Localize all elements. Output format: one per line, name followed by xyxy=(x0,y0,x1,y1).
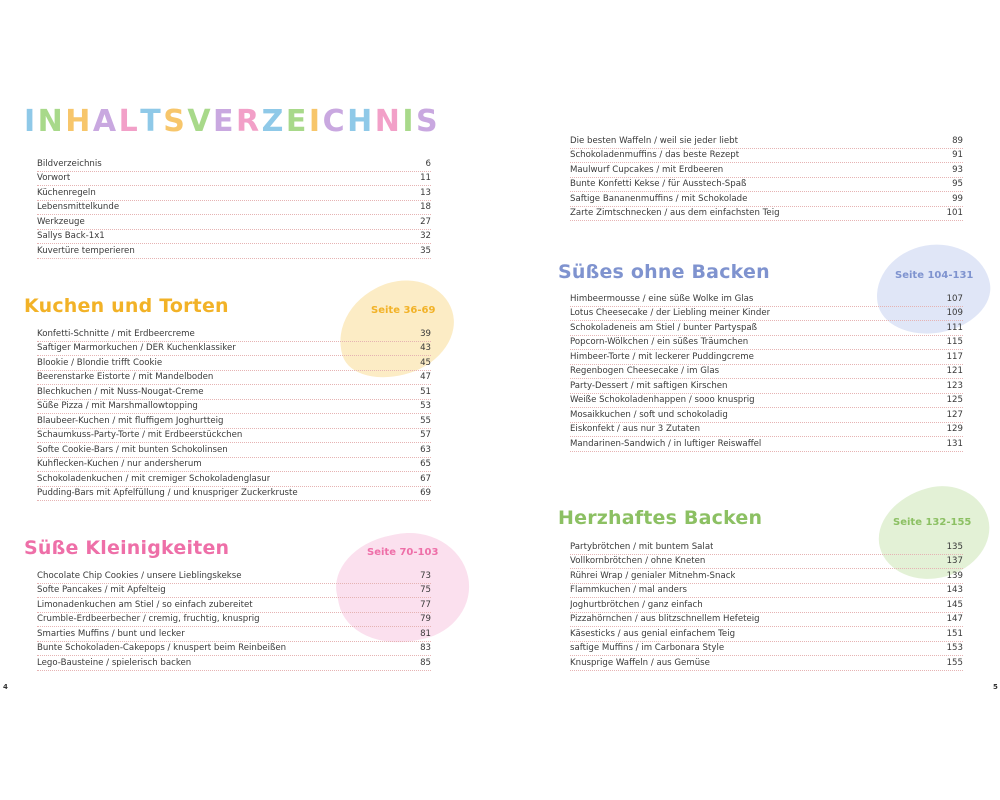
toc-entry-title: Softe Cookie-Bars / mit bunten Schokolinsen xyxy=(37,444,228,455)
toc-entry-page: 27 xyxy=(420,216,431,227)
toc-entry-page: 151 xyxy=(946,628,963,639)
toc-entry-title: Die besten Waffeln / weil sie jeder liebt xyxy=(570,135,738,146)
toc-entry-title: Weiße Schokoladenhappen / sooo knusprig xyxy=(570,395,755,405)
toc-entry-page: 91 xyxy=(952,150,963,160)
toc-entry-title: Lego-Bausteine / spielerisch backen xyxy=(37,657,192,668)
toc-entry xyxy=(570,627,963,642)
toc-entry xyxy=(570,423,963,438)
toc-entry-title: Süße Pizza / mit Marshmallowtopping xyxy=(37,401,198,411)
toc-entry xyxy=(37,627,431,642)
toc-entry-title: Bunte Konfetti Kekse / für Ausstech-Spaß xyxy=(570,179,747,189)
toc-entry-page: 125 xyxy=(946,395,963,405)
toc-entry-title: Blookie / Blondie trifft Cookie xyxy=(37,357,163,368)
toc-entry xyxy=(37,201,431,216)
toc-entry xyxy=(570,408,963,423)
toc-entry-title: Himbeer-Torte / mit leckerer Puddingcreme xyxy=(570,351,754,362)
toc-entry xyxy=(570,555,963,570)
toc-entry-page: 47 xyxy=(420,372,431,382)
toc-entry-title: Pudding-Bars mit Apfelfüllung / und knuspriger Zuckerkruste xyxy=(37,488,298,498)
section-title-kuchen: Kuchen und Torten xyxy=(24,295,229,317)
toc-entry-page: 147 xyxy=(946,614,963,624)
toc-entry-title: Partybrötchen / mit buntem Salat xyxy=(570,541,714,552)
toc-entry xyxy=(37,172,431,187)
toc-entry-page: 155 xyxy=(946,657,963,668)
title-letter: N xyxy=(374,104,403,139)
toc-entry-title: Bildverzeichnis xyxy=(37,158,102,169)
toc-entry-title: Werkzeuge xyxy=(37,216,85,227)
toc-entry-page: 35 xyxy=(420,245,431,256)
toc-entry-title: Chocolate Chip Cookies / unsere Lieblingskekse xyxy=(37,570,242,581)
toc-entry-page: 135 xyxy=(946,541,963,552)
toc-entry-page: 6 xyxy=(425,158,431,169)
toc-entry-title: Schaumkuss-Party-Torte / mit Erdbeerstückchen xyxy=(37,430,243,440)
toc-entry xyxy=(570,642,963,657)
toc-entry xyxy=(37,443,431,458)
toc-entry-title: Vorwort xyxy=(37,173,71,183)
toc-entry-title: Kuvertüre temperieren xyxy=(37,245,135,256)
toc-entry-title: Lotus Cheesecake / der Liebling meiner Kinder xyxy=(570,308,771,318)
toc-entry-title: Limonadenkuchen am Stiel / so einfach zubereitet xyxy=(37,599,253,610)
toc-entry-title: Zarte Zimtschnecken / aus dem einfachsten Teig xyxy=(570,208,780,218)
toc-entry-page: 45 xyxy=(420,357,431,368)
toc-entry-title: Mosaikkuchen / soft und schokoladig xyxy=(570,409,728,420)
toc-entry-page: 51 xyxy=(420,386,431,397)
toc-entry-page: 107 xyxy=(946,293,963,304)
toc-entry-page: 43 xyxy=(420,343,431,353)
title-letter: T xyxy=(140,104,164,139)
toc-entry-page: 77 xyxy=(420,599,431,610)
toc-entry-page: 79 xyxy=(420,614,431,624)
title-letter: E xyxy=(213,104,237,139)
toc-entry xyxy=(37,157,431,172)
toc-entry-page: 75 xyxy=(420,585,431,595)
page-title xyxy=(24,104,440,139)
toc-entry-page: 143 xyxy=(946,585,963,595)
toc-entry-title: Softe Pancakes / mit Apfelteig xyxy=(37,585,166,595)
toc-entry-title: Schokoladenkuchen / mit cremiger Schokoladenglasur xyxy=(37,473,271,484)
intro-list xyxy=(37,157,431,259)
toc-entry-title: Crumble-Erdbeerbecher / cremig, fruchtig, knusprig xyxy=(37,614,260,624)
toc-entry-title: Saftige Bananenmuffins / mit Schokolade xyxy=(570,193,748,204)
toc-entry xyxy=(37,327,431,342)
page-number-left: 4 xyxy=(3,683,8,691)
toc-entry-title: Schokoladeneis am Stiel / bunter Partyspaß xyxy=(570,322,758,333)
toc-entry xyxy=(37,613,431,628)
section-range-ohne-backen: Seite 104-131 xyxy=(895,270,974,281)
toc-entry-page: 139 xyxy=(946,570,963,581)
toc-entry-title: Beerenstarke Eistorte / mit Mandelboden xyxy=(37,372,214,382)
toc-entry-title: Küchenregeln xyxy=(37,187,96,198)
toc-entry-page: 39 xyxy=(420,328,431,339)
toc-entry xyxy=(570,379,963,394)
toc-entry-title: Popcorn-Wölkchen / ein süßes Träumchen xyxy=(570,337,749,347)
toc-entry-page: 85 xyxy=(420,657,431,668)
title-letter: S xyxy=(163,104,188,139)
toc-entry xyxy=(570,569,963,584)
toc-entry-title: Mandarinen-Sandwich / in luftiger Reiswaffel xyxy=(570,438,762,449)
toc-entry-title: Käsesticks / aus genial einfachem Teig xyxy=(570,628,736,639)
toc-entry-page: 111 xyxy=(946,322,963,333)
toc-entry-page: 53 xyxy=(420,401,431,411)
toc-entry xyxy=(570,540,963,555)
toc-entry-title: saftige Muffins / im Carbonara Style xyxy=(570,643,725,653)
toc-entry-page: 109 xyxy=(946,308,963,318)
right-page xyxy=(500,0,1000,800)
toc-entry xyxy=(37,584,431,599)
toc-entry xyxy=(570,134,963,149)
toc-entry-page: 13 xyxy=(420,187,431,198)
title-letter: S xyxy=(416,104,441,139)
title-letter: H xyxy=(347,104,375,139)
toc-entry xyxy=(570,163,963,178)
toc-entry-title: Blechkuchen / mit Nuss-Nougat-Creme xyxy=(37,386,204,397)
toc-entry-title: Pizzahörnchen / aus blitzschnellem Hefeteig xyxy=(570,614,760,624)
toc-entry xyxy=(37,215,431,230)
toc-entry xyxy=(570,656,963,671)
toc-entry-page: 11 xyxy=(420,173,431,183)
section-title-kleinigkeiten: Süße Kleinigkeiten xyxy=(24,537,230,559)
toc-entry-page: 55 xyxy=(420,415,431,426)
toc-entry-page: 137 xyxy=(946,556,963,566)
toc-entry-title: Maulwurf Cupcakes / mit Erdbeeren xyxy=(570,164,724,175)
toc-entry xyxy=(37,400,431,415)
title-letter: I xyxy=(402,104,416,139)
toc-entry-page: 127 xyxy=(946,409,963,420)
toc-entry-page: 18 xyxy=(420,202,431,212)
toc-entry-title: Party-Dessert / mit saftigen Kirschen xyxy=(570,380,728,391)
section-range-kleinigkeiten: Seite 70-103 xyxy=(367,547,439,558)
toc-entry xyxy=(570,321,963,336)
section-title-ohne-backen: Süßes ohne Backen xyxy=(558,261,770,283)
toc-entry xyxy=(37,244,431,259)
title-letter: L xyxy=(118,104,141,139)
toc-entry xyxy=(37,472,431,487)
toc-entry-page: 145 xyxy=(946,599,963,610)
section-range-kuchen: Seite 36-69 xyxy=(371,305,436,316)
toc-entry xyxy=(570,207,963,222)
toc-entry xyxy=(37,385,431,400)
toc-entry-page: 153 xyxy=(946,643,963,653)
toc-entry xyxy=(570,437,963,452)
toc-entry xyxy=(37,414,431,429)
page-number-right: 5 xyxy=(993,683,998,691)
toc-entry-title: Rührei Wrap / genialer Mitnehm-Snack xyxy=(570,570,736,581)
toc-entry-title: Lebensmittelkunde xyxy=(37,202,120,212)
toc-entry xyxy=(570,178,963,193)
kleinigkeiten-list xyxy=(37,569,431,671)
toc-entry-title: Joghurtbrötchen / ganz einfach xyxy=(570,599,703,610)
toc-entry xyxy=(37,642,431,657)
continued-list xyxy=(570,134,963,221)
toc-entry xyxy=(570,307,963,322)
toc-entry-title: Kuhflecken-Kuchen / nur andersherum xyxy=(37,459,202,469)
toc-entry-page: 32 xyxy=(420,231,431,241)
title-letter: Z xyxy=(261,104,286,139)
toc-entry-title: Flammkuchen / mal anders xyxy=(570,585,687,595)
title-letter: I xyxy=(308,104,323,139)
toc-entry-title: Smarties Muffins / bunt und lecker xyxy=(37,628,185,639)
title-letter: N xyxy=(37,104,66,139)
toc-entry-title: Konfetti-Schnitte / mit Erdbeercreme xyxy=(37,328,195,339)
toc-entry-page: 65 xyxy=(420,459,431,469)
toc-entry xyxy=(570,336,963,351)
toc-entry-page: 93 xyxy=(952,164,963,175)
toc-entry-title: Schokoladenmuffins / das beste Rezept xyxy=(570,150,740,160)
toc-entry xyxy=(37,230,431,245)
title-letter: V xyxy=(187,104,214,139)
toc-entry-title: Regenbogen Cheesecake / im Glas xyxy=(570,366,720,376)
section-title-herzhaftes: Herzhaftes Backen xyxy=(558,507,763,529)
title-letter: C xyxy=(322,104,348,139)
title-letter: E xyxy=(285,104,309,139)
kuchen-list xyxy=(37,327,431,501)
toc-entry xyxy=(570,149,963,164)
title-letter: H xyxy=(65,104,93,139)
toc-entry-title: Knusprige Waffeln / aus Gemüse xyxy=(570,657,710,668)
toc-entry-page: 123 xyxy=(946,380,963,391)
toc-entry xyxy=(37,598,431,613)
toc-entry-page: 129 xyxy=(946,424,963,434)
toc-entry xyxy=(37,487,431,502)
toc-entry xyxy=(37,342,431,357)
toc-entry-page: 83 xyxy=(420,643,431,653)
ohne-backen-list xyxy=(570,292,963,452)
toc-entry-title: Sallys Back-1x1 xyxy=(37,231,105,241)
toc-entry-page: 81 xyxy=(420,628,431,639)
toc-entry xyxy=(37,656,431,671)
toc-entry-title: Himbeermousse / eine süße Wolke im Glas xyxy=(570,293,754,304)
toc-entry xyxy=(37,569,431,584)
toc-entry xyxy=(37,458,431,473)
toc-entry-page: 101 xyxy=(946,208,963,218)
title-letter: R xyxy=(236,104,262,139)
toc-entry-title: Eiskonfekt / aus nur 3 Zutaten xyxy=(570,424,701,434)
toc-entry-title: Bunte Schokoladen-Cakepops / knuspert beim Reinbeißen xyxy=(37,643,287,653)
toc-entry-title: Blaubeer-Kuchen / mit fluffigem Joghurtteig xyxy=(37,415,224,426)
toc-entry-page: 89 xyxy=(952,135,963,146)
toc-entry-page: 63 xyxy=(420,444,431,455)
toc-entry-page: 95 xyxy=(952,179,963,189)
toc-entry xyxy=(37,186,431,201)
toc-entry xyxy=(570,365,963,380)
toc-entry-page: 67 xyxy=(420,473,431,484)
toc-entry-title: Vollkornbrötchen / ohne Kneten xyxy=(570,556,706,566)
toc-entry-page: 115 xyxy=(946,337,963,347)
toc-entry xyxy=(570,394,963,409)
toc-entry xyxy=(570,192,963,207)
toc-entry-page: 131 xyxy=(946,438,963,449)
toc-entry-page: 69 xyxy=(420,488,431,498)
title-letter: I xyxy=(24,104,38,139)
toc-entry xyxy=(570,613,963,628)
toc-entry xyxy=(570,350,963,365)
toc-entry-page: 121 xyxy=(946,366,963,376)
toc-entry-page: 73 xyxy=(420,570,431,581)
toc-entry xyxy=(37,356,431,371)
toc-entry-page: 117 xyxy=(946,351,963,362)
toc-entry xyxy=(37,371,431,386)
toc-entry xyxy=(570,598,963,613)
toc-entry xyxy=(570,292,963,307)
herzhaftes-list xyxy=(570,540,963,671)
toc-entry-page: 99 xyxy=(952,193,963,204)
section-range-herzhaftes: Seite 132-155 xyxy=(893,517,972,528)
title-letter: A xyxy=(92,104,119,139)
toc-entry xyxy=(570,584,963,599)
toc-entry xyxy=(37,429,431,444)
toc-entry-title: Saftiger Marmorkuchen / DER Kuchenklassiker xyxy=(37,343,236,353)
toc-entry-page: 57 xyxy=(420,430,431,440)
